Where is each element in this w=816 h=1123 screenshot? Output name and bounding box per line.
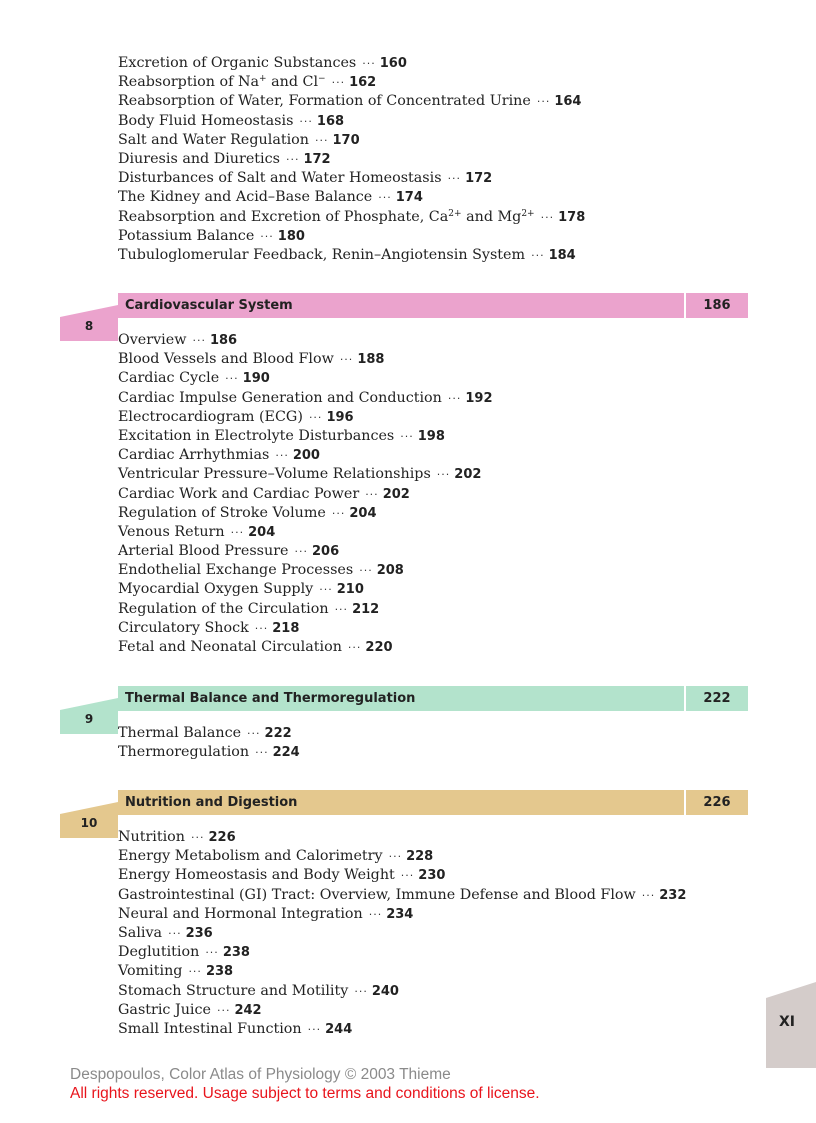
toc-entry[interactable]	[118, 227, 585, 246]
chapter-title: Cardiovascular System	[118, 293, 684, 318]
toc-entry[interactable]	[118, 542, 493, 561]
entry-title: Small Intestinal Function	[118, 1020, 302, 1037]
toc-entry[interactable]	[118, 246, 585, 265]
leader-dots: ···	[225, 372, 239, 386]
entry-page: 244	[325, 1021, 353, 1037]
toc-entry[interactable]	[118, 924, 686, 943]
entry-title: Cardiac Cycle	[118, 370, 220, 387]
entry-page: 232	[659, 887, 687, 903]
superscript: 2+	[521, 208, 535, 219]
entry-title: Thermoregulation	[118, 744, 250, 761]
leader-dots: ···	[192, 334, 206, 347]
leader-dots: ···	[362, 57, 376, 70]
leader-dots: ···	[536, 95, 551, 109]
toc-entry[interactable]	[118, 724, 300, 743]
entry-page: 178	[558, 209, 586, 225]
entry-page: 202	[454, 467, 482, 483]
entry-title: Regulation of Stroke Volume	[118, 504, 326, 521]
toc-entry[interactable]	[118, 561, 493, 580]
entry-title: Electrocardiogram (ECG)	[118, 408, 303, 425]
entry-page: 180	[277, 228, 305, 244]
leader-dots: ···	[247, 727, 261, 740]
leader-dots: ···	[299, 114, 313, 128]
entry-title: Salt and Water Regulation	[118, 131, 309, 148]
leader-dots: ···	[314, 133, 329, 147]
leader-dots: ···	[400, 869, 415, 883]
entry-page: 220	[365, 640, 393, 655]
toc-entry[interactable]	[118, 465, 493, 484]
entry-page: 230	[418, 868, 446, 884]
leader-dots: ···	[378, 191, 392, 205]
entry-page: 226	[208, 830, 236, 845]
toc-list-cardiovascular	[118, 331, 493, 657]
entry-title: Body Fluid Homeostasis	[118, 112, 294, 129]
leader-dots: ···	[368, 907, 383, 921]
toc-entry[interactable]	[118, 580, 493, 599]
leader-dots: ···	[365, 487, 379, 501]
toc-entry[interactable]	[118, 112, 585, 131]
superscript: −	[318, 74, 326, 85]
superscript: +	[259, 74, 267, 85]
leader-dots: ···	[216, 1003, 231, 1017]
entry-title: Tubuloglomerular Feedback, Renin–Angiotensin System	[118, 246, 526, 263]
toc-entry[interactable]	[118, 485, 493, 504]
entry-title: Potassium Balance	[118, 227, 255, 244]
leader-dots: ···	[447, 172, 462, 186]
entry-page: 188	[357, 352, 385, 368]
entry-title: Venous Return	[118, 523, 225, 540]
leader-dots: ···	[307, 1022, 322, 1036]
leader-dots: ···	[308, 410, 323, 424]
chapter-title: Thermal Balance and Thermoregulation	[118, 686, 684, 711]
entry-title: Blood Vessels and Blood Flow	[118, 351, 334, 368]
license-notice[interactable]: All rights reserved. Usage subject to terms and conditions of license.	[70, 1085, 540, 1102]
entry-page: 228	[406, 849, 434, 865]
entry-page: 240	[371, 983, 399, 999]
entry-page: 164	[554, 94, 582, 110]
leader-dots: ···	[334, 602, 349, 616]
toc-list-thermal	[118, 724, 300, 762]
chapter-number: 9	[84, 712, 94, 726]
entry-page: 208	[376, 563, 404, 579]
chapter-page: 226	[686, 790, 748, 815]
entry-page: 238	[222, 945, 250, 961]
leader-dots: ···	[400, 429, 414, 443]
entry-title: Fetal and Neonatal Circulation	[118, 639, 342, 655]
entry-title: Vomiting	[118, 963, 183, 980]
leader-dots: ···	[436, 468, 451, 482]
entry-page: 200	[292, 448, 320, 464]
superscript: 2+	[448, 208, 462, 219]
entry-title: Cardiac Arrhythmias	[118, 447, 270, 464]
entry-title: Reabsorption of Na	[118, 74, 259, 91]
toc-entry[interactable]	[118, 905, 686, 924]
entry-title: Gastric Juice	[118, 1001, 211, 1018]
toc-entry[interactable]	[118, 73, 585, 92]
toc-entry[interactable]	[118, 523, 493, 542]
entry-title: Neural and Hormonal Integration	[118, 905, 363, 922]
toc-entry[interactable]	[118, 943, 686, 962]
entry-page: 236	[185, 925, 213, 941]
leader-dots: ···	[294, 545, 308, 559]
toc-entry[interactable]	[118, 886, 686, 905]
entry-title: Cardiac Work and Cardiac Power	[118, 485, 360, 502]
entry-title: Regulation of the Circulation	[118, 600, 329, 617]
entry-title: Ventricular Pressure–Volume Relationships	[118, 466, 431, 483]
chapter-tab	[60, 698, 118, 734]
leader-dots: ···	[205, 946, 219, 960]
leader-dots: ···	[447, 391, 462, 405]
toc-entry[interactable]	[118, 828, 686, 847]
toc-entry[interactable]	[118, 1020, 686, 1039]
leader-dots: ···	[285, 152, 300, 166]
toc-entry[interactable]	[118, 446, 493, 465]
entry-title: Myocardial Oxygen Supply	[118, 581, 314, 598]
leader-dots: ···	[388, 850, 403, 864]
entry-page: 168	[316, 113, 345, 129]
entry-title: Thermal Balance	[118, 725, 242, 741]
entry-page: 170	[332, 132, 360, 148]
leader-dots: ···	[191, 831, 205, 844]
chapter-tab	[60, 305, 118, 341]
entry-page: 174	[395, 190, 423, 206]
leader-dots: ···	[168, 926, 182, 940]
entry-page: 192	[465, 390, 493, 406]
leader-dots: ···	[319, 583, 333, 597]
toc-entry[interactable]	[118, 600, 493, 619]
leader-dots: ···	[230, 525, 245, 539]
entry-page: 198	[417, 428, 445, 444]
entry-title: Reabsorption of Water, Formation of Concentrated Urine	[118, 93, 531, 110]
entry-page: 210	[336, 582, 364, 598]
toc-entry[interactable]	[118, 1001, 686, 1020]
entry-title: Stomach Structure and Motility	[118, 982, 349, 999]
entry-page: 162	[349, 75, 377, 91]
entry-page: 186	[209, 333, 238, 348]
entry-page: 190	[242, 371, 270, 387]
page-number: XI	[778, 1014, 795, 1030]
leader-dots: ···	[260, 229, 274, 243]
toc-entry[interactable]	[118, 92, 585, 111]
chapter-page: 222	[686, 686, 748, 711]
entry-title: Deglutition	[118, 944, 200, 961]
toc-entry[interactable]	[118, 369, 493, 388]
leader-dots: ···	[339, 353, 354, 367]
entry-page: 196	[326, 409, 354, 425]
entry-page: 242	[234, 1002, 262, 1018]
entry-title: Disturbances of Salt and Water Homeostasis	[118, 170, 442, 187]
toc-entry[interactable]	[118, 350, 493, 369]
leader-dots: ···	[188, 965, 202, 979]
toc-entry[interactable]	[118, 504, 493, 523]
entry-page: 206	[312, 544, 340, 560]
entry-page: 224	[272, 745, 300, 761]
entry-title: Endothelial Exchange Processes	[118, 562, 354, 579]
chapter-title: Nutrition and Digestion	[118, 790, 684, 815]
entry-title: Overview	[118, 332, 187, 348]
entry-title: Circulatory Shock	[118, 619, 249, 636]
toc-list-nutrition	[118, 828, 686, 1039]
toc-entry[interactable]	[118, 150, 585, 169]
leader-dots: ···	[254, 621, 269, 635]
toc-entry[interactable]	[118, 408, 493, 427]
chapter-page: 186	[686, 293, 748, 318]
entry-title: The Kidney and Acid–Base Balance	[118, 189, 373, 206]
leader-dots: ···	[540, 210, 555, 224]
entry-page: 172	[465, 171, 493, 187]
entry-page: 202	[382, 486, 410, 502]
entry-title: Reabsorption and Excretion of Phosphate, Ca	[118, 208, 449, 225]
toc-entry[interactable]	[118, 427, 493, 446]
leader-dots: ···	[359, 564, 373, 578]
leader-dots: ···	[354, 984, 368, 998]
entry-title: Saliva	[118, 924, 163, 941]
leader-dots: ···	[331, 76, 346, 90]
entry-page: 184	[548, 247, 576, 263]
toc-entry[interactable]	[118, 208, 585, 227]
entry-page: 212	[352, 601, 380, 617]
entry-title: Cardiac Impulse Generation and Conduction	[118, 389, 442, 406]
toc-entry[interactable]	[118, 982, 686, 1001]
toc-entry[interactable]	[118, 188, 585, 207]
chapter-number: 8	[84, 319, 94, 333]
toc-entry[interactable]	[118, 169, 585, 188]
toc-entry[interactable]	[118, 619, 493, 638]
entry-page: 204	[349, 505, 377, 521]
entry-page: 160	[379, 56, 407, 71]
leader-dots: ···	[347, 641, 362, 654]
entry-title: Nutrition	[118, 829, 186, 845]
entry-page: 234	[386, 906, 414, 922]
entry-title: Excitation in Electrolyte Disturbances	[118, 427, 395, 444]
leader-dots: ···	[531, 248, 545, 262]
entry-title: Energy Metabolism and Calorimetry	[118, 848, 383, 865]
toc-entry[interactable]	[118, 389, 493, 408]
toc-entry[interactable]	[118, 54, 585, 73]
leader-dots: ···	[275, 449, 289, 463]
toc-list-kidneys	[118, 54, 585, 265]
entry-title: Diuresis and Diuretics	[118, 150, 280, 167]
toc-entry[interactable]	[118, 131, 585, 150]
leader-dots: ···	[255, 746, 269, 760]
entry-page: 218	[272, 620, 300, 636]
leader-dots: ···	[641, 888, 656, 902]
entry-title: Gastrointestinal (GI) Tract: Overview, Immune Defense and Blood Flow	[118, 886, 636, 903]
chapter-tab	[60, 802, 118, 838]
toc-entry[interactable]	[118, 638, 493, 657]
toc-entry[interactable]	[118, 866, 686, 885]
chapter-number: 10	[80, 816, 98, 830]
toc-entry[interactable]	[118, 743, 300, 762]
copyright-notice: Despopoulos, Color Atlas of Physiology © 2003 Thieme	[70, 1066, 451, 1083]
entry-title: Arterial Blood Pressure	[118, 543, 289, 560]
leader-dots: ···	[331, 506, 346, 520]
entry-page: 222	[264, 726, 292, 741]
entry-page: 238	[205, 964, 234, 980]
entry-page: 204	[248, 524, 276, 540]
toc-entry[interactable]	[118, 331, 493, 350]
entry-title-cont: and Mg	[461, 208, 522, 225]
toc-entry[interactable]	[118, 847, 686, 866]
toc-entry[interactable]	[118, 962, 686, 981]
entry-title: Excretion of Organic Substances	[118, 55, 357, 71]
entry-title-cont: and Cl	[266, 74, 319, 91]
page-number-tab	[766, 982, 816, 1068]
entry-title: Energy Homeostasis and Body Weight	[118, 867, 395, 884]
entry-page: 172	[303, 151, 331, 167]
